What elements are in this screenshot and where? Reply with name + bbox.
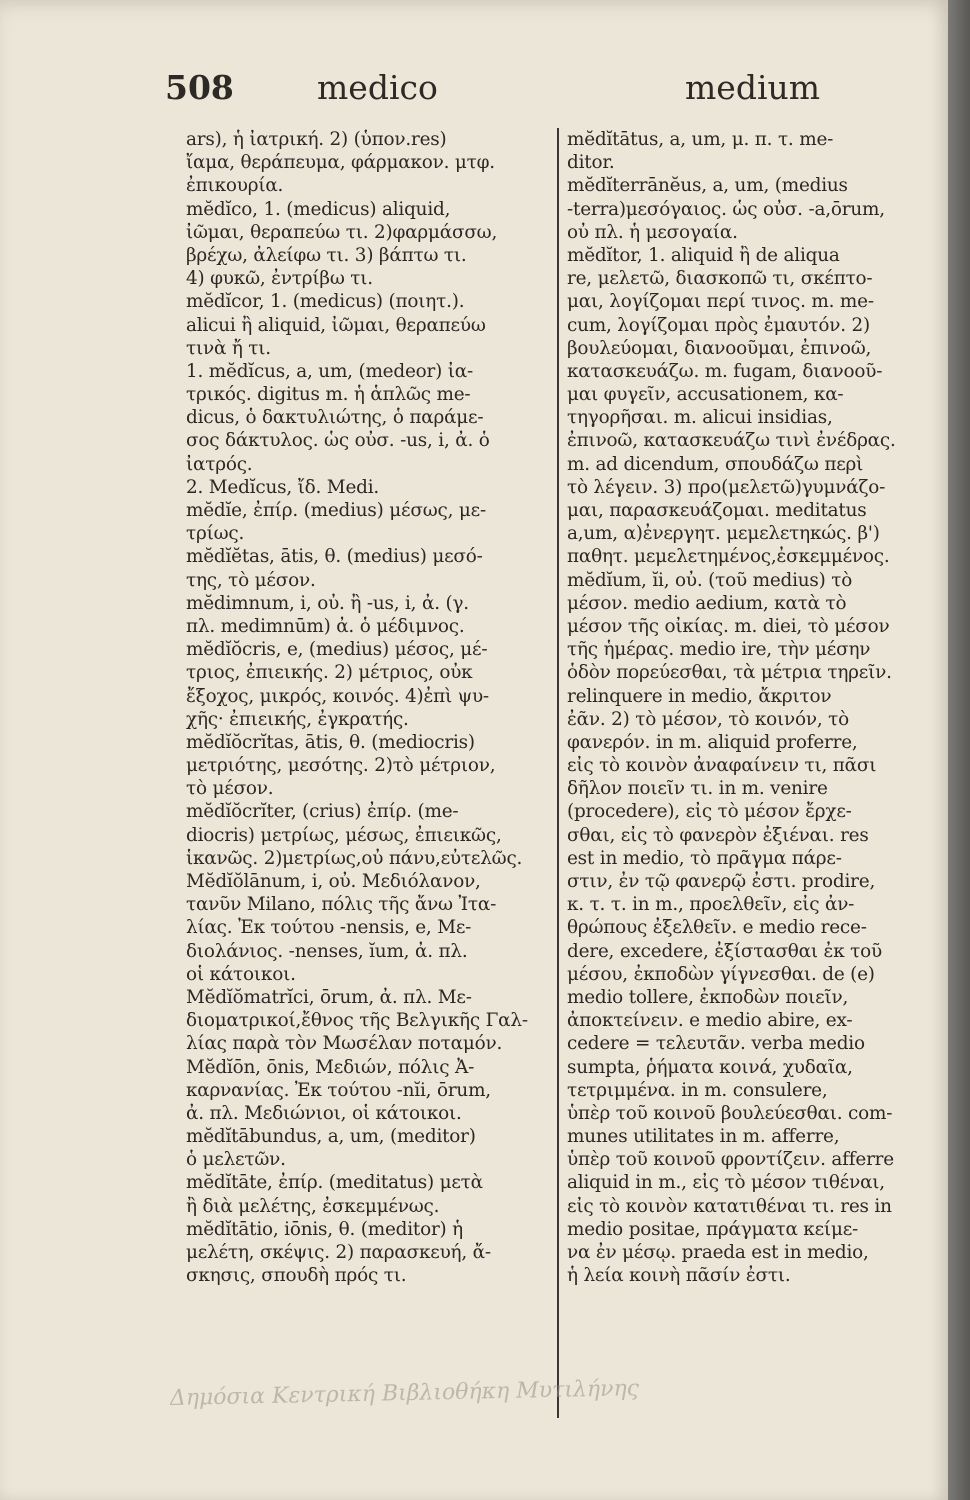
entry-line: τηγορῆσαι. m. alicui insidias, <box>567 407 833 429</box>
guide-word-left: medico <box>317 68 438 107</box>
entry-line: est in medio, τὸ πρᾶγμα πάρε- <box>567 847 842 869</box>
page-header <box>165 68 821 118</box>
entry-line: Mĕdĭŏmatrĭci, ōrum, ἀ. πλ. Με- <box>186 986 472 1008</box>
entry-line: λίας παρὰ τὸν Μωσέλαν ποταμόν. <box>186 1033 503 1055</box>
entry-line: μέσον. medio aedium, κατὰ τὸ <box>567 592 847 614</box>
entry-line: diocris) μετρίως, μέσως, ἐπιεικῶς, <box>186 824 502 846</box>
entry-line: μέσον τῆς οἰκίας. m. diei, τὸ μέσον <box>567 615 890 637</box>
entry-line: relinquere in medio, ἄκριτον <box>567 685 832 707</box>
entry-line: ἀ. πλ. Μεδιώνιοι, οἱ κάτοικοι. <box>186 1102 462 1124</box>
entry-line: βουλεύομαι, διανοοῦμαι, ἐπινοῶ, <box>567 337 872 359</box>
entry-line: τανῦν Milano, πόλις τῆς ἄνω Ἰτα- <box>186 894 497 916</box>
entry-line: ὁδὸν πορεύεσθαι, τὰ μέτρια τηρεῖν. <box>567 662 892 684</box>
entry-line: της, τὸ μέσον. <box>186 569 316 591</box>
entry-line: 4) φυκῶ, ἐντρίβω τι. <box>186 268 373 290</box>
entry-line: dicus, ὁ δακτυλιώτης, ὁ παράμε- <box>186 407 484 429</box>
entry-line: μαι, λογίζομαι περί τινος. m. me- <box>567 291 874 313</box>
entry-line: ἰῶμαι, θεραπεύω τι. 2)φαρμάσσω, <box>186 221 498 243</box>
entry-line: mĕdĭtāte, ἐπίρ. (meditatus) μετὰ <box>186 1172 483 1194</box>
entry-line: Mĕdĭōn, ōnis, Μεδιών, πόλις Ἀ- <box>186 1056 475 1078</box>
entry-line: mĕdĭĕtas, ātis, θ. (medius) μεσό- <box>186 546 483 568</box>
entry-line: τῆς ἡμέρας. medio ire, τὴν μέσην <box>567 639 871 661</box>
entry-line: ἴαμα, θεράπευμα, φάρμακον. μτφ. <box>186 152 495 174</box>
entry-line: dere, excedere, ἐξίστασθαι ἐκ τοῦ <box>567 940 882 962</box>
entry-line: οὐ πλ. ἡ μεσογαία. <box>567 221 738 243</box>
page-edge <box>948 0 970 1500</box>
entry-line: πλ. medimnūm) ἀ. ὁ μέδιμνος. <box>186 615 465 637</box>
entry-line: κατασκευάζω. m. fugam, διανοοῦ- <box>567 360 883 382</box>
entry-line: μελέτη, σκέψις. 2) παρασκευή, ἄ- <box>186 1242 491 1263</box>
entry-line: ars), ἡ ἰατρική. 2) (ὑπον.res) <box>186 129 447 150</box>
entry-line: ditor. <box>567 152 615 174</box>
entry-line: τὸ λέγειν. 3) προ(μελετῶ)γυμνάζο- <box>567 476 886 498</box>
entry-line: οἱ κάτοικοι. <box>186 963 296 985</box>
entry-line: τρίως. <box>186 523 245 545</box>
entry-line: re, μελετῶ, διασκοπῶ τι, σκέπτο- <box>567 268 873 290</box>
entry-line: στιν, ἐν τῷ φανερῷ ἐστι. prodire, <box>567 871 876 892</box>
entry-line: ἐπινοῶ, κατασκευάζω τινὶ ἐνέδρας. <box>567 430 896 452</box>
entry-line: ἰατρός. <box>186 453 253 475</box>
entry-line: κ. τ. τ. in m., προελθεῖν, εἰς ἀν- <box>567 894 855 916</box>
entry-line: ἔξοχος, μικρός, κοινός. 4)ἐπὶ ψυ- <box>186 685 489 707</box>
entry-line: ὁ μελετῶν. <box>186 1149 286 1171</box>
entry-line: mĕdĭum, ĭi, οὐ. (τοῦ medius) τὸ <box>567 569 853 591</box>
entry-line: τινὰ ἤ τι. <box>186 337 271 359</box>
entry-line: τετριμμένα. in m. consulere, <box>567 1079 828 1101</box>
entry-line: θρώπους ἐξελθεῖν. e medio rece- <box>567 917 867 939</box>
entry-line: μέσου, ἐκποδὼν γίγνεσθαι. de (e) <box>567 963 875 985</box>
entry-line: ἱκανῶς. 2)μετρίως,οὐ πάνυ,εὐτελῶς. <box>186 847 523 869</box>
entry-line: διοματρικοί,ἔθνος τῆς Βελγικῆς Γαλ- <box>186 1010 528 1032</box>
entry-line: alicui ἢ aliquid, ἰῶμαι, θεραπεύω <box>186 314 486 336</box>
entry-line: παθητ. μεμελετημένος,ἐσκεμμένος. <box>567 546 890 568</box>
entry-line: m. ad dicendum, σπουδάζω περὶ <box>567 453 864 475</box>
entry-line: medio tollere, ἐκποδὼν ποιεῖν, <box>567 986 849 1008</box>
entry-line: καρνανίας. Ἐκ τούτου -nĭi, ōrum, <box>186 1079 491 1101</box>
entry-line: mĕdĭtor, 1. aliquid ἢ de aliqua <box>567 244 840 266</box>
entry-line: aliquid in m., εἰς τὸ μέσον τιθέναι, <box>567 1172 885 1194</box>
entry-line: a,um, α)ἐνεργητ. μεμελετηκώς. β') <box>567 523 880 545</box>
entry-line: 2. Medĭcus, ἴδ. Medi. <box>186 476 380 498</box>
entry-line: mĕdĭterrānĕus, a, um, (medius <box>567 175 848 197</box>
entry-line: μετριότης, μεσότης. 2)τὸ μέτριον, <box>186 755 496 777</box>
entry-line: τὸ μέσον. <box>186 778 274 800</box>
entry-line: -terra)μεσόγαιος. ὡς οὐσ. -a,ōrum, <box>567 198 885 220</box>
entry-line: σθαι, εἰς τὸ φανερὸν ἐξιέναι. res <box>567 824 869 846</box>
entry-line: διολάνιος. -nenses, ĭum, ἀ. πλ. <box>186 940 468 962</box>
entry-line: 1. mĕdĭcus, a, um, (medeor) ἰα- <box>186 360 473 382</box>
entry-line: mĕdĭco, 1. (medicus) aliquid, <box>186 198 451 220</box>
entry-line: medio positae, πράγματα κείμε- <box>567 1218 859 1240</box>
right-column <box>567 128 935 1287</box>
entry-line: (procedere), εἰς τὸ μέσον ἔρχε- <box>567 801 852 823</box>
entry-line: mĕdĭŏcrĭter, (crius) ἐπίρ. (me- <box>186 801 459 823</box>
entry-line: λίας. Ἐκ τούτου -nensis, e, Με- <box>186 917 472 939</box>
entry-line: sumpta, ῥήματα κοινά, χυδαῖα, <box>567 1056 853 1078</box>
library-stamp: Δημόσια Κεντρική Βιβλιοθήκη Μυτιλήνης <box>169 1376 640 1411</box>
entry-line: μαι φυγεῖν, accusationem, κα- <box>567 384 844 406</box>
entry-line: ὑπὲρ τοῦ κοινοῦ φροντίζειν. afferre <box>567 1149 894 1171</box>
entry-line: σος δάκτυλος. ὡς οὐσ. -us, i, ἀ. ὁ <box>186 430 490 452</box>
entry-line: munes utilitates in m. afferre, <box>567 1126 840 1148</box>
entry-line: mĕdĭtābundus, a, um, (meditor) <box>186 1126 476 1148</box>
entry-line: ἀποκτείνειν. e medio abire, ex- <box>567 1010 853 1032</box>
column-divider <box>557 128 559 1418</box>
entry-line: mĕdĭe, ἐπίρ. (medius) μέσως, με- <box>186 500 486 521</box>
entry-line: ὑπὲρ τοῦ κοινοῦ βουλεύεσθαι. com- <box>567 1102 893 1124</box>
entry-line: τρικός. digitus m. ἡ ἁπλῶς me- <box>186 384 471 406</box>
entry-line: mĕdĭtātus, a, um, μ. π. τ. me- <box>567 129 834 150</box>
entry-line: mĕdĭŏcrĭtas, ātis, θ. (mediocris) <box>186 731 475 753</box>
entry-line: mĕdĭtātio, iōnis, θ. (meditor) ἡ <box>186 1218 463 1240</box>
entry-line: ἐᾶν. 2) τὸ μέσον, τὸ κοινόν, τὸ <box>567 708 849 730</box>
entry-line: τριος, ἐπιεικής. 2) μέτριος, οὐκ <box>186 662 473 684</box>
entry-line: χῆς· ἐπιεικής, ἐγκρατής. <box>186 708 409 730</box>
left-column <box>186 128 552 1287</box>
entry-line: εἰς τὸ κοινὸν κατατιθέναι τι. res in <box>567 1195 892 1217</box>
entry-line: ἢ διὰ μελέτης, ἐσκεμμένως. <box>186 1195 440 1217</box>
entry-line: σκησις, σπουδὴ πρός τι. <box>186 1265 407 1287</box>
entry-line: ἡ λεία κοινὴ πᾶσίν ἐστι. <box>567 1265 791 1287</box>
entry-line: cum, λογίζομαι πρὸς ἐμαυτόν. 2) <box>567 314 871 336</box>
entry-line: μαι, παρασκευάζομαι. meditatus <box>567 500 867 521</box>
entry-line: mĕdimnum, i, οὐ. ἢ -us, i, ἀ. (γ. <box>186 592 469 614</box>
entry-line: φανερόν. in m. aliquid proferre, <box>567 731 858 753</box>
entry-line: cedere = τελευτᾶν. verba medio <box>567 1033 865 1055</box>
entry-line: να ἐν μέσῳ. praeda est in medio, <box>567 1242 869 1263</box>
guide-word-right: medium <box>685 68 821 107</box>
entry-line: δῆλον ποιεῖν τι. in m. venire <box>567 778 828 800</box>
entry-line: mĕdĭcor, 1. (medicus) (ποιητ.). <box>186 291 465 313</box>
entry-line: Mĕdĭŏlānum, i, οὐ. Μεδιόλανον, <box>186 871 481 892</box>
entry-line: ἐπικουρία. <box>186 175 284 197</box>
entry-line: mĕdĭŏcris, e, (medius) μέσος, μέ- <box>186 639 488 661</box>
entry-line: εἰς τὸ κοινὸν ἀναφαίνειν τι, πᾶσι <box>567 755 877 777</box>
entry-line: βρέχω, ἀλείφω τι. 3) βάπτω τι. <box>186 244 467 266</box>
page-number: 508 <box>165 68 234 107</box>
